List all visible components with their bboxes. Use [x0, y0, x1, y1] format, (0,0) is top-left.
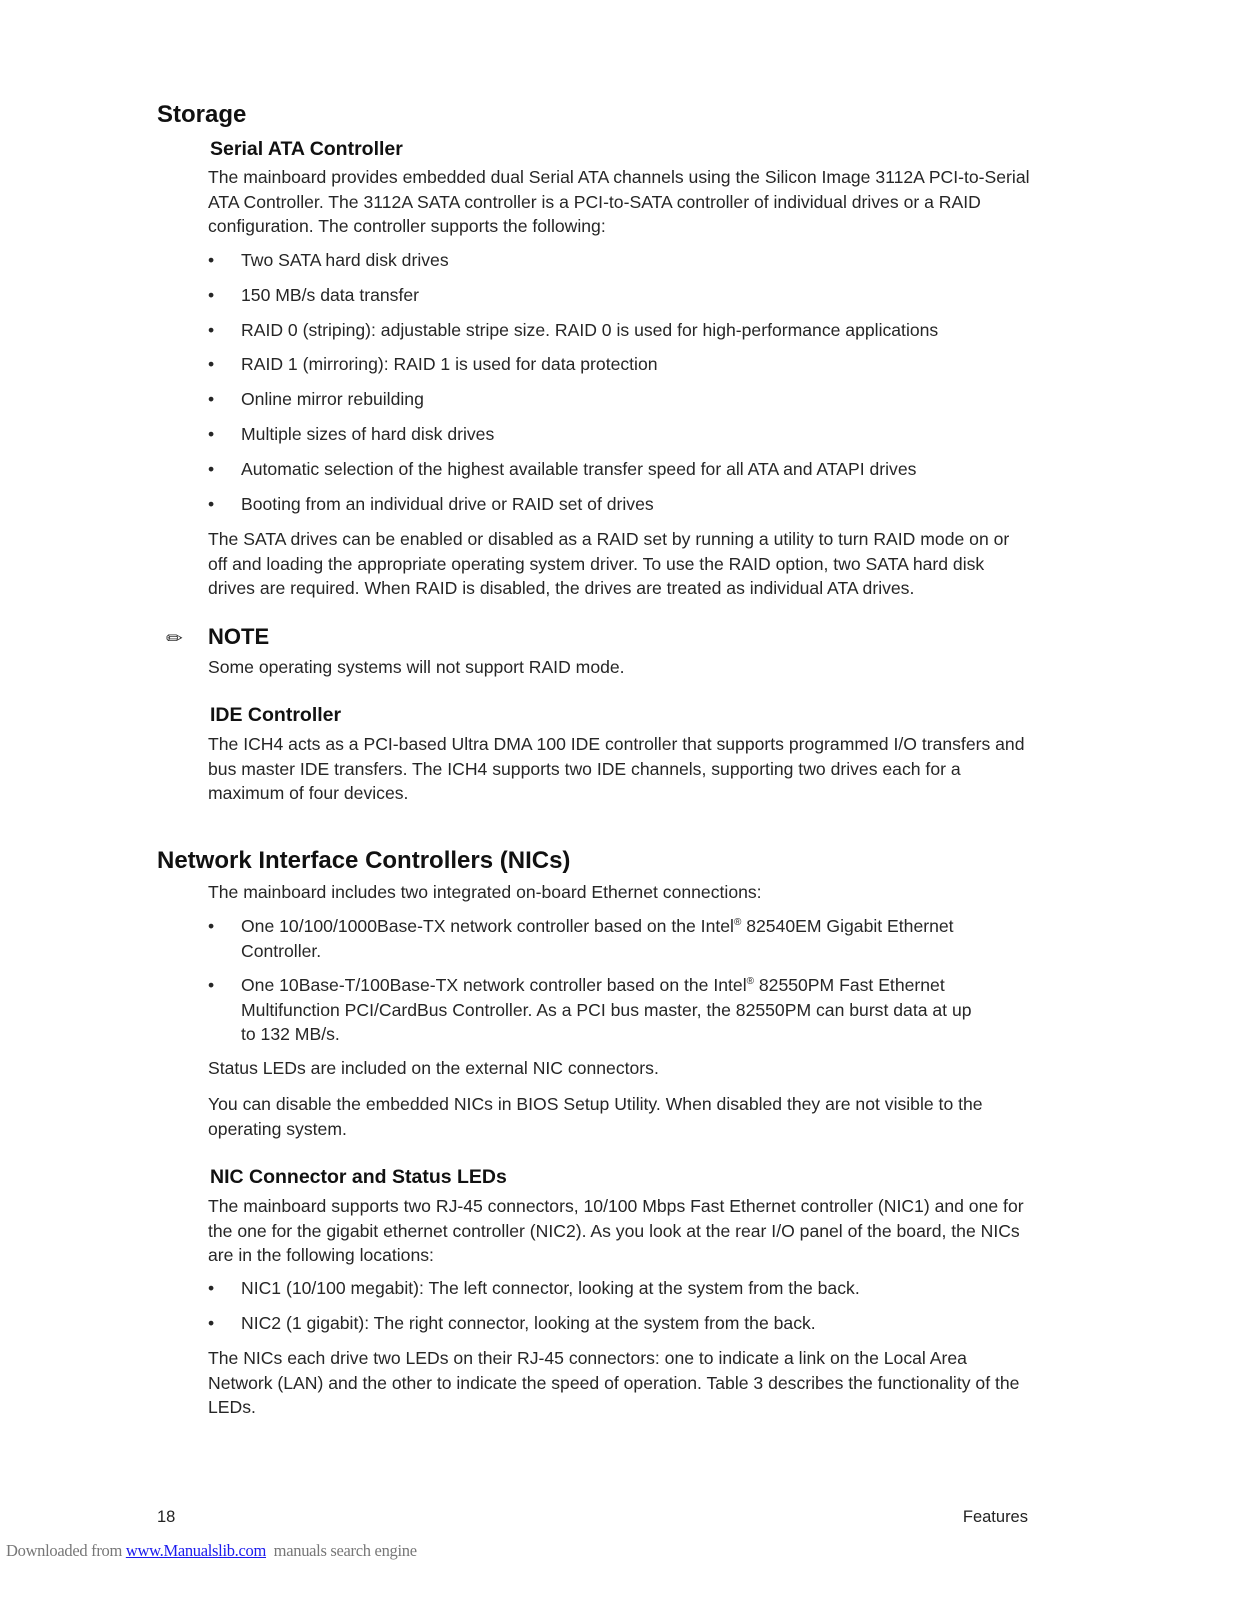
pencil-icon: ✏: [166, 628, 183, 650]
bullet-icon: •: [208, 975, 215, 995]
list-item: [208, 1311, 1030, 1336]
list-item-text: RAID 0 (striping): adjustable stripe size. RAID 0 is used for high-performance applications: [241, 319, 939, 340]
footer-section-name: Features: [962, 1508, 1028, 1526]
sata-feature-list: [208, 248, 1030, 516]
nic-connector-intro-paragraph: The mainboard supports two RJ-45 connectors, 10/100 Mbps Fast Ethernet controller (NIC1) and one for the one for the gigabit ethernet controller (NIC2). As you look at the rear I/O panel of the board, the NICs are in the following locations:: [208, 1196, 1024, 1265]
nic-location-list: [208, 1276, 1030, 1336]
list-item-text: NIC1 (10/100 megabit): The left connector, looking at the system from the back.: [241, 1278, 860, 1298]
list-item-text: 150 MB/s data transfer: [241, 284, 419, 305]
list-item-text: Booting from an individual drive or RAID set of drives: [241, 493, 654, 514]
download-suffix: manuals search engine: [266, 1541, 417, 1560]
list-item: [208, 422, 1030, 447]
nic-list: [208, 914, 1030, 1047]
bullet-icon: •: [208, 458, 215, 479]
list-item-text: Automatic selection of the highest available transfer speed for all ATA and ATAPI drives: [241, 458, 917, 479]
list-item-text: 82540EM Gigabit Ethernet Controller.: [241, 916, 954, 961]
subheading-nic-connector-leds: NIC Connector and Status LEDs: [210, 1166, 507, 1188]
sata-intro-paragraph: The mainboard provides embedded dual Serial ATA channels using the Silicon Image 3112A PCI-to-Serial ATA Controller. The 3112A SATA controller is a PCI-to-SATA controller of individual drives or a RAID configuration. The controller supports the following:: [208, 167, 1030, 236]
disable-nics-paragraph: You can disable the embedded NICs in BIOS Setup Utility. When disabled they are not visible to the operating system.: [208, 1094, 983, 1139]
download-banner: [6, 1541, 417, 1561]
list-item: [208, 318, 1030, 343]
subheading-ide-controller: IDE Controller: [210, 704, 342, 726]
list-item-text: One 10/100/1000Base-TX network controller based on the Intel: [241, 916, 734, 936]
section-heading-storage: Storage: [157, 101, 247, 128]
section-heading-nics: Network Interface Controllers (NICs): [157, 847, 571, 874]
list-item-text: Online mirror rebuilding: [241, 389, 424, 410]
bullet-icon: •: [208, 1313, 215, 1333]
note-text: Some operating systems will not support RAID mode.: [208, 657, 625, 677]
list-item-text: RAID 1 (mirroring): RAID 1 is used for data protection: [241, 354, 658, 375]
bullet-icon: •: [208, 916, 215, 936]
registered-mark: ®: [746, 976, 754, 988]
list-item: [208, 387, 1030, 412]
list-item-text: NIC2 (1 gigabit): The right connector, looking at the system from the back.: [241, 1313, 816, 1333]
bullet-icon: •: [208, 1278, 215, 1298]
list-item: [208, 283, 1030, 308]
list-item: [208, 492, 1030, 517]
list-item: [208, 352, 1030, 377]
list-item-text: One 10Base-T/100Base-TX network controller based on the Intel: [241, 975, 747, 995]
bullet-icon: •: [208, 250, 215, 270]
status-leds-paragraph: Status LEDs are included on the external NIC connectors.: [208, 1058, 659, 1078]
list-item-text: 82550PM Fast Ethernet Multifunction PCI/CardBus Controller. As a PCI bus master, the 82550PM can burst data at up to 132 MB/s.: [241, 975, 972, 1044]
ide-paragraph: The ICH4 acts as a PCI-based Ultra DMA 100 IDE controller that supports programmed I/O transfers and bus master IDE transfers. The ICH4 supports two IDE channels, supporting two drives each for a maximum of four devices.: [208, 734, 1025, 803]
bullet-icon: •: [208, 354, 215, 375]
list-item: [208, 1276, 1030, 1301]
manualslib-link[interactable]: www.Manualslib.com: [125, 1541, 267, 1560]
sata-outro-paragraph: The SATA drives can be enabled or disabled as a RAID set by running a utility to turn RAID mode on or off and loading the appropriate operating system driver. To use the RAID option, two SATA hard disk drives are required. When RAID is disabled, the drives are treated as individual ATA drives.: [208, 529, 1010, 598]
bullet-icon: •: [208, 389, 215, 410]
list-item-text: Two SATA hard disk drives: [241, 250, 449, 270]
nics-intro-paragraph: The mainboard includes two integrated on-board Ethernet connections:: [208, 882, 762, 902]
list-item: [208, 457, 1030, 482]
list-item: [208, 973, 1030, 1047]
page-number: 18: [157, 1508, 176, 1526]
bullet-icon: •: [208, 423, 215, 444]
bullet-icon: •: [208, 493, 215, 514]
list-item: [208, 914, 1030, 963]
nic-leds-outro-paragraph: The NICs each drive two LEDs on their RJ-45 connectors: one to indicate a link on the Local Area Network (LAN) and the other to indicate the speed of operation. Table 3 describes the functionality of the LEDs.: [208, 1348, 1020, 1417]
registered-mark: ®: [733, 917, 742, 929]
download-prefix: Downloaded from: [6, 1541, 126, 1560]
bullet-icon: •: [208, 319, 215, 340]
subheading-sata-controller: Serial ATA Controller: [210, 138, 403, 160]
list-item: [208, 248, 1030, 273]
list-item-text: Multiple sizes of hard disk drives: [241, 423, 495, 444]
note-title: NOTE: [208, 624, 270, 649]
bullet-icon: •: [208, 284, 215, 305]
